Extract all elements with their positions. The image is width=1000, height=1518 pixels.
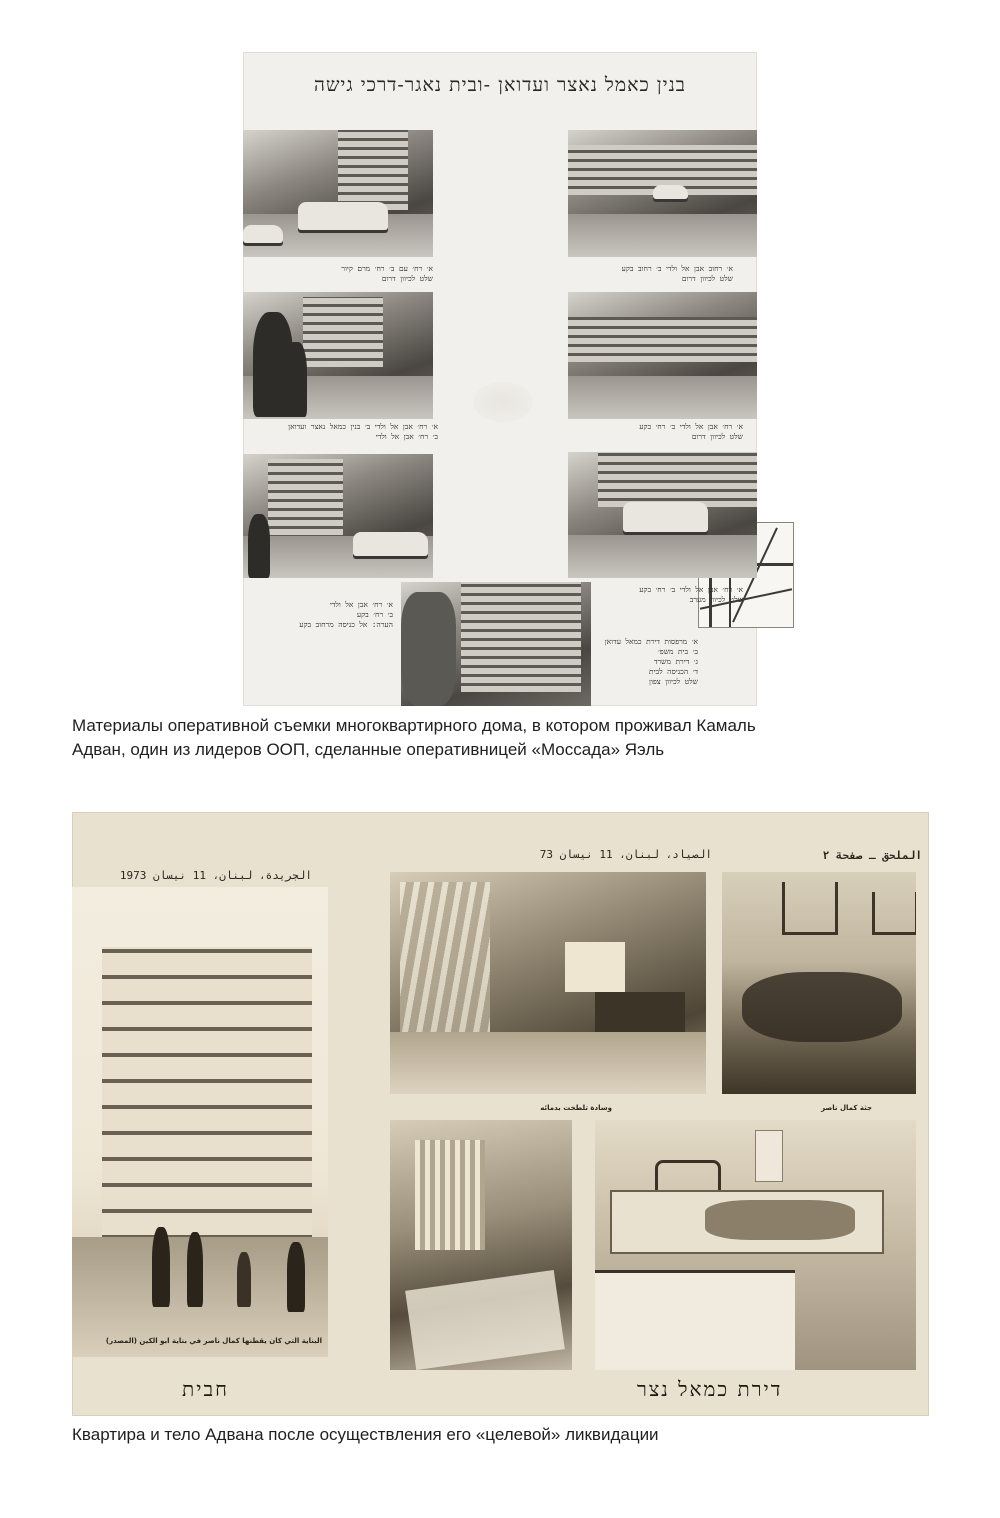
photo-caption-2: א׳ רחוב אבן אל ולדי ב׳ רחוב בקע שלט לכיוון דרום	[621, 264, 733, 283]
paper-stain	[473, 382, 533, 422]
photo-caption-7: א׳ מרפסות דירת כמאל עדואן ב׳ בית משפ׳ ג׳ דירת משרד ד׳ הכניסה לבית שלט לכיוון צפון	[604, 637, 698, 686]
room-photo-caption: وسادة تلطخت بدمائه	[540, 1104, 612, 1112]
caption-bottom: Квартира и тело Адвана после осуществления его «целевой» ликвидации	[72, 1425, 659, 1444]
label-right-handwritten: דירת כמאל נצר	[637, 1377, 783, 1401]
newspaper-document	[72, 812, 929, 1416]
body-photo-caption: جثة كمال ناصر	[821, 1104, 872, 1112]
photo-street-4	[568, 292, 757, 419]
photo-damaged-room	[390, 872, 706, 1094]
photo-caption-4: א׳ רח׳ אבן אל ולדי ב׳ רח׳ בקע שלט לכיוון דרום	[639, 422, 743, 441]
label-left-handwritten: חבית	[182, 1377, 229, 1401]
center-newspaper-header: الصياد، لبنان، 11 نيسان 73	[539, 848, 712, 861]
photo-floor-body	[722, 872, 916, 1094]
photo-caption-6: א׳ רח׳ אבן אל ולדי ב׳ רח׳ בקע שלט לכיוון מערב	[639, 585, 743, 604]
left-newspaper-header: الجريدة، لبنان، 11 نيسان 1973	[119, 869, 312, 882]
photo-street-3	[243, 292, 433, 419]
building-photo-caption: البناية التي كان يقطنها كمال ناصر في بناية ابو الكين (المصدر)	[105, 1337, 322, 1345]
surveillance-document	[243, 52, 757, 706]
photo-ransacked-room	[390, 1120, 572, 1370]
caption-top: Материалы оперативной съемки многоквартирного дома, в котором проживал Камаль Адван, один из лидеров ООП, сделанные оперативницей «Моссада» Яэль	[72, 716, 756, 759]
photo-street-2	[568, 130, 757, 257]
photo-caption-1: א׳ רח׳ עם ב׳ רח׳ מרם קיור שלט לכיוון דרום	[341, 264, 433, 283]
photo-street-5	[568, 452, 757, 578]
photo-street-1	[243, 130, 433, 257]
photo-caption-3: א׳ רח׳ אבן אל ולדי ב׳ בנין כמאל נאצר ועדואן ב׳ רח׳ אבן אל ולדי	[288, 422, 438, 441]
photo-building-1	[243, 454, 433, 578]
photo-bedroom	[595, 1120, 916, 1370]
document-header: בנין כאמל נאצר ועדואן -ובית נאגר-דרכי גישה	[314, 74, 686, 96]
photo-apartment-building	[401, 582, 591, 706]
photo-caption-5: א׳ רח׳ אבן אל ולדי ב׳ רח׳ בקע הערה: אל כניסה מרחוב בקע	[299, 600, 393, 629]
right-page-header: الملحق ـ صفحة ٢	[822, 849, 922, 862]
photo-building-exterior	[72, 887, 328, 1357]
